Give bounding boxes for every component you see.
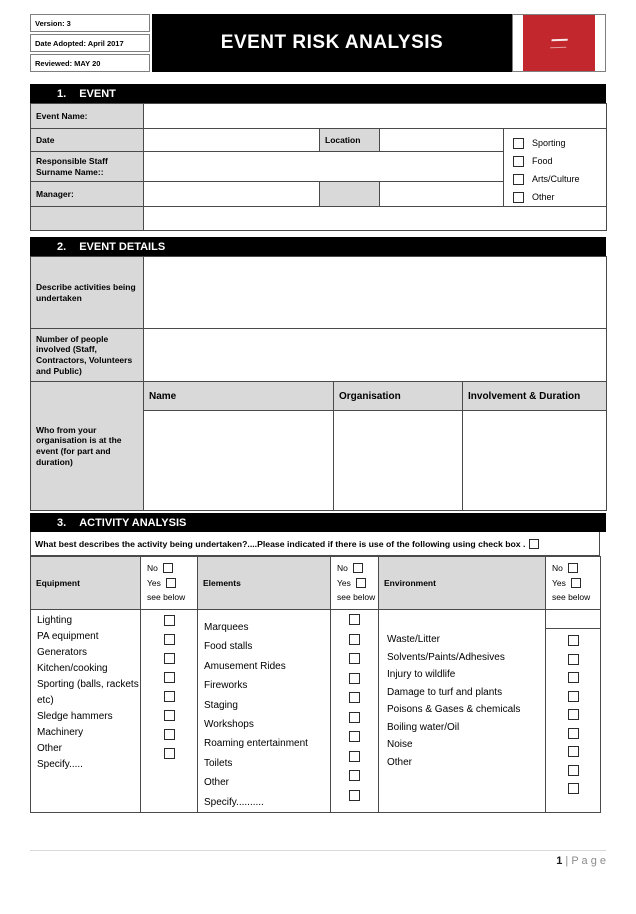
environment-yn-header [546,557,601,610]
yes-checkbox-icon[interactable] [356,578,366,588]
no-label: No [552,562,563,573]
checkbox-icon[interactable] [164,748,175,759]
checkbox-icon[interactable] [349,712,360,723]
involvement-column-header: Involvement & Duration [463,382,607,411]
environment-header: Environment [379,557,546,610]
see-below-label: see below [147,592,186,602]
who-involvement-input[interactable] [463,411,607,511]
checkbox-icon[interactable] [568,709,579,720]
section-number: 3. [57,516,67,529]
checkbox-icon[interactable] [164,710,175,721]
name-column-header: Name [144,382,334,411]
environment-checkboxes [546,629,600,794]
checkbox-icon[interactable] [513,156,524,167]
manager-label: Manager: [31,182,144,207]
manager-input[interactable] [144,182,320,207]
date-label: Date [31,129,144,152]
section-number: 2. [57,240,67,253]
category-label: Arts/Culture [532,174,580,184]
no-checkbox-icon[interactable] [163,563,173,573]
section-title: EVENT DETAILS [79,240,166,253]
checkbox-icon[interactable] [164,634,175,645]
blank-label-cell [31,207,144,231]
event-table [30,103,607,231]
category-label: Sporting [532,138,566,148]
activity-item: Sledge hammers [37,711,113,722]
activity-item: Poisons & Gases & chemicals [387,704,521,715]
activity-item: Generators [37,647,88,658]
equipment-items [31,610,140,773]
event-name-input[interactable] [144,104,607,129]
reviewed-cell: Reviewed: MAY 20 [30,54,150,72]
activity-item: Kitchen/cooking [37,663,108,674]
section-number: 1. [57,87,67,100]
blank-input[interactable] [144,207,607,231]
date-input[interactable] [144,129,320,152]
activity-item: Specify.......... [204,796,264,808]
checkbox-icon[interactable] [349,634,360,645]
activity-item: Waste/Litter [387,634,440,645]
see-below-label: see below [552,592,591,602]
checkbox-icon[interactable] [349,614,360,625]
checkbox-icon[interactable] [568,654,579,665]
logo-frame [512,14,606,72]
yes-label: Yes [552,577,566,588]
category-label: Other [532,192,555,202]
document-page [0,14,636,914]
activity-item: Other [387,756,413,768]
section-1-heading [30,84,606,103]
event-type-options [513,134,606,206]
activity-item: Amusement Rides [204,660,286,672]
yes-label: Yes [337,577,351,588]
equipment-checkboxes [141,610,197,759]
equipment-checkbox-column [141,610,198,813]
no-checkbox-icon[interactable] [353,563,363,573]
section-title: ACTIVITY ANALYSIS [79,516,187,529]
people-involved-label: Number of people involved (Staff, Contractors, Volunteers and Public) [31,329,144,382]
document-header [30,14,606,72]
activity-item: Other [37,743,63,754]
no-label: No [147,562,158,573]
category-option [513,134,606,152]
checkbox-icon[interactable] [513,138,524,149]
who-from-org-label: Who from your organisation is at the event (for part and duration) [31,382,144,511]
environment-checkbox-column [546,610,601,813]
yes-label: Yes [147,577,161,588]
checkbox-icon[interactable] [513,174,524,185]
checkbox-icon[interactable] [529,539,539,549]
page-footer [30,850,606,867]
checkbox-icon[interactable] [568,728,579,739]
activity-item: Damage to turf and plants [387,686,503,698]
organisation-column-header: Organisation [334,382,463,411]
checkbox-icon[interactable] [349,770,360,781]
location-label: Location [320,129,380,152]
elements-items-cell [198,610,331,813]
activity-item: Toilets [204,757,233,769]
category-option [513,152,606,170]
activity-item: Roaming entertainment [204,738,308,750]
describe-activities-label: Describe activities being undertaken [31,257,144,329]
version-cell: Version: 3 [30,14,150,32]
checkbox-icon[interactable] [164,615,175,626]
equipment-items-cell [31,610,141,813]
yes-checkbox-icon[interactable] [166,578,176,588]
page-title: EVENT RISK ANALYSIS [152,14,512,72]
responsible-staff-label: Responsible Staff Surname Name:: [31,152,144,182]
checkbox-icon[interactable] [349,731,360,742]
environment-items-cell [379,610,546,813]
activity-item: Noise [387,739,413,750]
checkbox-icon[interactable] [349,790,360,801]
checkbox-icon[interactable] [164,653,175,664]
event-type-checkbox-group [504,129,607,207]
activity-item: Lighting [37,615,73,626]
activity-item: Fireworks [204,680,248,692]
manager-spacer-cell [320,182,380,207]
activity-item: Staging [204,699,238,711]
location-input[interactable] [380,129,504,152]
checkbox-icon[interactable] [568,691,579,702]
equipment-header: Equipment [31,557,141,610]
checkbox-icon[interactable] [349,751,360,762]
category-option [513,170,606,188]
event-details-table [30,256,607,511]
checkbox-icon[interactable] [568,672,579,683]
section-3-heading [30,513,606,532]
describe-activities-input[interactable] [144,257,607,329]
activity-item: Workshops [204,719,254,731]
checkbox-icon[interactable] [164,729,175,740]
checkbox-icon[interactable] [568,746,579,757]
responsible-staff-input[interactable] [144,152,504,182]
activity-item: Marquees [204,622,249,633]
checkbox-icon[interactable] [568,783,579,794]
checkbox-icon[interactable] [164,672,175,683]
checkbox-icon[interactable] [164,691,175,702]
elements-yn-header [331,557,379,610]
activity-item: PA equipment [37,631,99,642]
activity-item: Machinery [37,727,84,738]
activity-intro-text: What best describes the activity being undertaken?....Please indicated if there is use of the following using check box . [35,538,526,549]
blank-subcell [546,610,600,629]
activity-item: Injury to wildlife [387,669,456,680]
checkbox-icon[interactable] [349,653,360,664]
elements-header: Elements [198,557,331,610]
no-checkbox-icon[interactable] [568,563,578,573]
activity-analysis-table [30,556,601,813]
council-logo [523,15,595,71]
event-name-label: Event Name: [31,104,144,129]
page-word: | P a g e [565,855,606,868]
activity-intro-row [30,532,600,556]
elements-checkbox-column [331,610,379,813]
category-label: Food [532,156,553,166]
yes-checkbox-icon[interactable] [571,578,581,588]
version-block [30,14,150,72]
date-adopted-cell: Date Adopted: April 2017 [30,34,150,52]
elements-checkboxes [331,610,378,801]
checkbox-icon[interactable] [349,692,360,703]
activity-item: Food stalls [204,641,253,653]
manager-extra-input[interactable] [380,182,504,207]
page-number: 1 [556,855,563,868]
who-name-input[interactable] [144,411,334,511]
activity-item: Sporting (balls, rackets etc) [37,679,139,706]
activity-item: Other [204,777,230,789]
checkbox-icon[interactable] [568,635,579,646]
who-organisation-input[interactable] [334,411,463,511]
no-label: No [337,562,348,573]
category-option [513,188,606,206]
see-below-label: see below [337,592,376,602]
checkbox-icon[interactable] [513,192,524,203]
equipment-yn-header [141,557,198,610]
environment-items [379,610,545,771]
people-involved-input[interactable] [144,329,607,382]
activity-item: Solvents/Paints/Adhesives [387,651,505,663]
logo-mark-icon [550,38,568,48]
section-title: EVENT [79,87,116,100]
checkbox-icon[interactable] [568,765,579,776]
elements-items [198,610,330,812]
activity-item: Boiling water/Oil [387,721,460,733]
checkbox-icon[interactable] [349,673,360,684]
section-2-heading [30,237,606,256]
activity-item: Specify..... [37,759,83,770]
